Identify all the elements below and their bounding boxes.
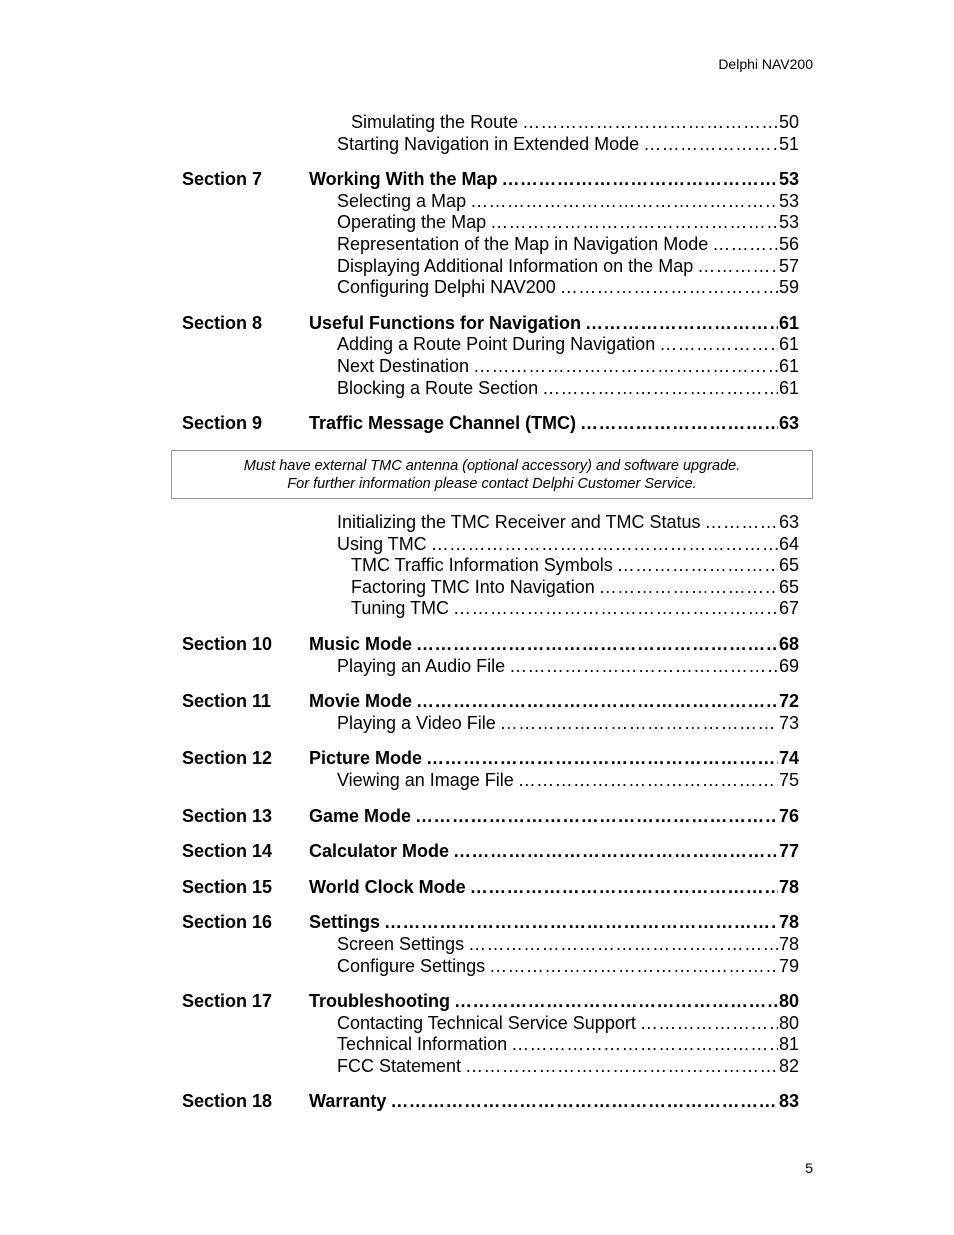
entry-page-number: 80 — [778, 991, 799, 1012]
toc-entry-row — [182, 234, 799, 256]
dot-leader — [712, 234, 778, 256]
section-label: Section 8 — [182, 312, 263, 333]
dot-leader — [468, 934, 778, 956]
toc-entry-row — [182, 378, 799, 400]
entry-title: Movie Mode — [309, 691, 413, 712]
dot-leader — [511, 1034, 778, 1056]
dot-leader — [384, 912, 778, 934]
toc-section-row — [182, 806, 799, 828]
toc-entry-row — [182, 512, 799, 534]
entry-page-number: 72 — [778, 691, 799, 712]
dot-leader — [522, 112, 778, 134]
toc-section-row — [182, 841, 799, 863]
dot-leader — [489, 956, 778, 978]
entry-title: Troubleshooting — [309, 991, 450, 1012]
entry-title: Displaying Additional Information on the Map — [337, 255, 694, 276]
toc-section-row — [182, 691, 799, 713]
entry-title: Calculator Mode — [309, 841, 450, 862]
entry-title: Screen Settings — [337, 933, 465, 954]
entry-title: Tuning TMC — [351, 598, 450, 619]
toc-entry-row — [182, 356, 799, 378]
entry-page-number: 61 — [778, 334, 799, 355]
tmc-note-box — [171, 450, 813, 499]
toc-entry-row — [182, 1056, 799, 1078]
entry-title: Working With the Map — [309, 169, 498, 190]
toc-entry-row — [182, 934, 799, 956]
entry-page-number: 67 — [778, 598, 799, 619]
dot-leader — [509, 656, 778, 678]
toc-entry-row — [182, 334, 799, 356]
section-label: Section 9 — [182, 413, 263, 434]
toc-entry-row — [182, 956, 799, 978]
entry-title: Technical Information — [337, 1034, 508, 1055]
entry-page-number: 53 — [778, 212, 799, 233]
toc-section-row — [182, 991, 799, 1013]
entry-page-number: 63 — [778, 413, 799, 434]
page-number: 5 — [805, 1160, 813, 1176]
entry-title: Representation of the Map in Navigation Mode — [337, 233, 709, 254]
toc-entry-row — [182, 577, 799, 599]
dot-leader — [453, 841, 778, 863]
tmc-note-line-2: For further information please contact Delphi Customer Service. — [287, 476, 697, 492]
entry-title: Useful Functions for Navigation — [309, 312, 582, 333]
toc-entry-row — [182, 277, 799, 299]
entry-title: Using TMC — [337, 533, 427, 554]
entry-page-number: 80 — [778, 1012, 799, 1033]
entry-page-number: 74 — [778, 748, 799, 769]
section-label: Section 13 — [182, 805, 273, 826]
entry-title: Game Mode — [309, 805, 412, 826]
dot-leader — [502, 169, 778, 191]
entry-page-number: 59 — [778, 277, 799, 298]
entry-title: Next Destination — [337, 355, 470, 376]
dot-leader — [426, 748, 778, 770]
dot-leader — [415, 806, 778, 828]
entry-page-number: 75 — [778, 769, 799, 790]
entry-page-number: 57 — [778, 255, 799, 276]
dot-leader — [416, 634, 778, 656]
dot-leader — [560, 277, 778, 299]
dot-leader — [585, 313, 778, 335]
dot-leader — [390, 1091, 778, 1113]
entry-title: TMC Traffic Information Symbols — [351, 555, 613, 576]
dot-leader — [431, 534, 778, 556]
dot-leader — [470, 191, 778, 213]
entry-page-number: 69 — [778, 655, 799, 676]
toc-entry-row — [182, 770, 799, 792]
entry-page-number: 64 — [778, 533, 799, 554]
entry-title: Simulating the Route — [351, 112, 519, 132]
entry-page-number: 65 — [778, 576, 799, 597]
toc-bottom — [182, 512, 799, 1113]
dot-leader — [640, 1013, 778, 1035]
entry-page-number: 65 — [778, 555, 799, 576]
entry-title: Traffic Message Channel (TMC) — [309, 413, 577, 434]
section-label: Section 17 — [182, 991, 273, 1012]
entry-title: World Clock Mode — [309, 876, 466, 897]
toc-section-row — [182, 313, 799, 335]
entry-page-number: 79 — [778, 955, 799, 976]
entry-page-number: 56 — [778, 233, 799, 254]
entry-title: Music Mode — [309, 633, 413, 654]
entry-title: Configure Settings — [337, 955, 486, 976]
dot-leader — [643, 134, 778, 156]
toc-entry-row — [182, 256, 799, 278]
entry-title: Blocking a Route Section — [337, 377, 539, 398]
page-header: Delphi NAV200 — [718, 56, 813, 72]
section-label: Section 15 — [182, 876, 273, 897]
entry-title: Adding a Route Point During Navigation — [337, 334, 656, 355]
toc-entry-row — [182, 598, 799, 620]
toc-section-row — [182, 877, 799, 899]
entry-page-number: 82 — [778, 1055, 799, 1076]
toc-entry-row — [182, 713, 799, 735]
entry-title: Viewing an Image File — [337, 769, 514, 790]
entry-page-number: 53 — [778, 190, 799, 211]
entry-page-number: 50 — [778, 112, 799, 132]
dot-leader — [416, 691, 778, 713]
entry-page-number: 61 — [778, 377, 799, 398]
toc-entry-row — [182, 656, 799, 678]
toc-section-row — [182, 1091, 799, 1113]
entry-title: Warranty — [309, 1091, 387, 1112]
toc-section-row — [182, 413, 799, 435]
entry-page-number: 78 — [778, 876, 799, 897]
entry-title: Initializing the TMC Receiver and TMC Status — [337, 512, 701, 532]
section-label: Section 18 — [182, 1091, 273, 1112]
entry-page-number: 61 — [778, 355, 799, 376]
dot-leader — [599, 577, 778, 599]
entry-title: Operating the Map — [337, 212, 487, 233]
section-label: Section 11 — [182, 691, 272, 712]
dot-leader — [473, 356, 778, 378]
dot-leader — [542, 378, 778, 400]
entry-page-number: 83 — [778, 1091, 799, 1112]
entry-title: Settings — [309, 912, 381, 933]
toc-entry-row — [182, 1034, 799, 1056]
toc-entry-row — [182, 134, 799, 156]
section-label: Section 14 — [182, 841, 273, 862]
entry-page-number: 76 — [778, 805, 799, 826]
toc-entry-row — [182, 191, 799, 213]
dot-leader — [465, 1056, 778, 1078]
toc-section-row — [182, 748, 799, 770]
dot-leader — [454, 991, 778, 1013]
dot-leader — [490, 212, 778, 234]
toc-entry-row — [182, 1013, 799, 1035]
toc-entry-row — [182, 534, 799, 556]
entry-title: Contacting Technical Service Support — [337, 1012, 636, 1033]
entry-page-number: 77 — [778, 841, 799, 862]
entry-title: Playing an Audio File — [337, 655, 506, 676]
section-label: Section 12 — [182, 748, 273, 769]
toc-section-row — [182, 169, 799, 191]
entry-page-number: 53 — [778, 169, 799, 190]
entry-title: Configuring Delphi NAV200 — [337, 277, 556, 298]
dot-leader — [470, 877, 778, 899]
entry-title: Starting Navigation in Extended Mode — [337, 133, 640, 154]
toc-section-row — [182, 912, 799, 934]
toc-entry-row — [182, 555, 799, 577]
dot-leader — [500, 713, 778, 735]
section-label: Section 7 — [182, 169, 263, 190]
dot-leader — [659, 334, 778, 356]
toc-section-row — [182, 634, 799, 656]
section-label: Section 10 — [182, 633, 273, 654]
dot-leader — [453, 598, 778, 620]
toc-entry-row — [182, 112, 799, 134]
tmc-note-line-1: Must have external TMC antenna (optional accessory) and software upgrade. — [243, 458, 741, 474]
toc-entry-row — [182, 212, 799, 234]
entry-page-number: 78 — [778, 933, 799, 954]
entry-page-number: 81 — [778, 1034, 799, 1055]
entry-title: Playing a Video File — [337, 712, 496, 733]
section-label: Section 16 — [182, 912, 273, 933]
entry-page-number: 63 — [778, 512, 799, 532]
entry-page-number: 61 — [778, 312, 799, 333]
dot-leader — [697, 256, 778, 278]
dot-leader — [617, 555, 778, 577]
dot-leader — [704, 512, 777, 534]
entry-title: Factoring TMC Into Navigation — [351, 576, 595, 597]
entry-page-number: 73 — [778, 712, 799, 733]
dot-leader — [518, 770, 778, 792]
toc-top — [182, 112, 799, 435]
entry-page-number: 51 — [778, 133, 799, 154]
entry-page-number: 68 — [778, 633, 799, 654]
entry-page-number: 78 — [778, 912, 799, 933]
entry-title: Picture Mode — [309, 748, 423, 769]
dot-leader — [580, 413, 778, 435]
entry-title: FCC Statement — [337, 1055, 462, 1076]
entry-title: Selecting a Map — [337, 190, 467, 211]
